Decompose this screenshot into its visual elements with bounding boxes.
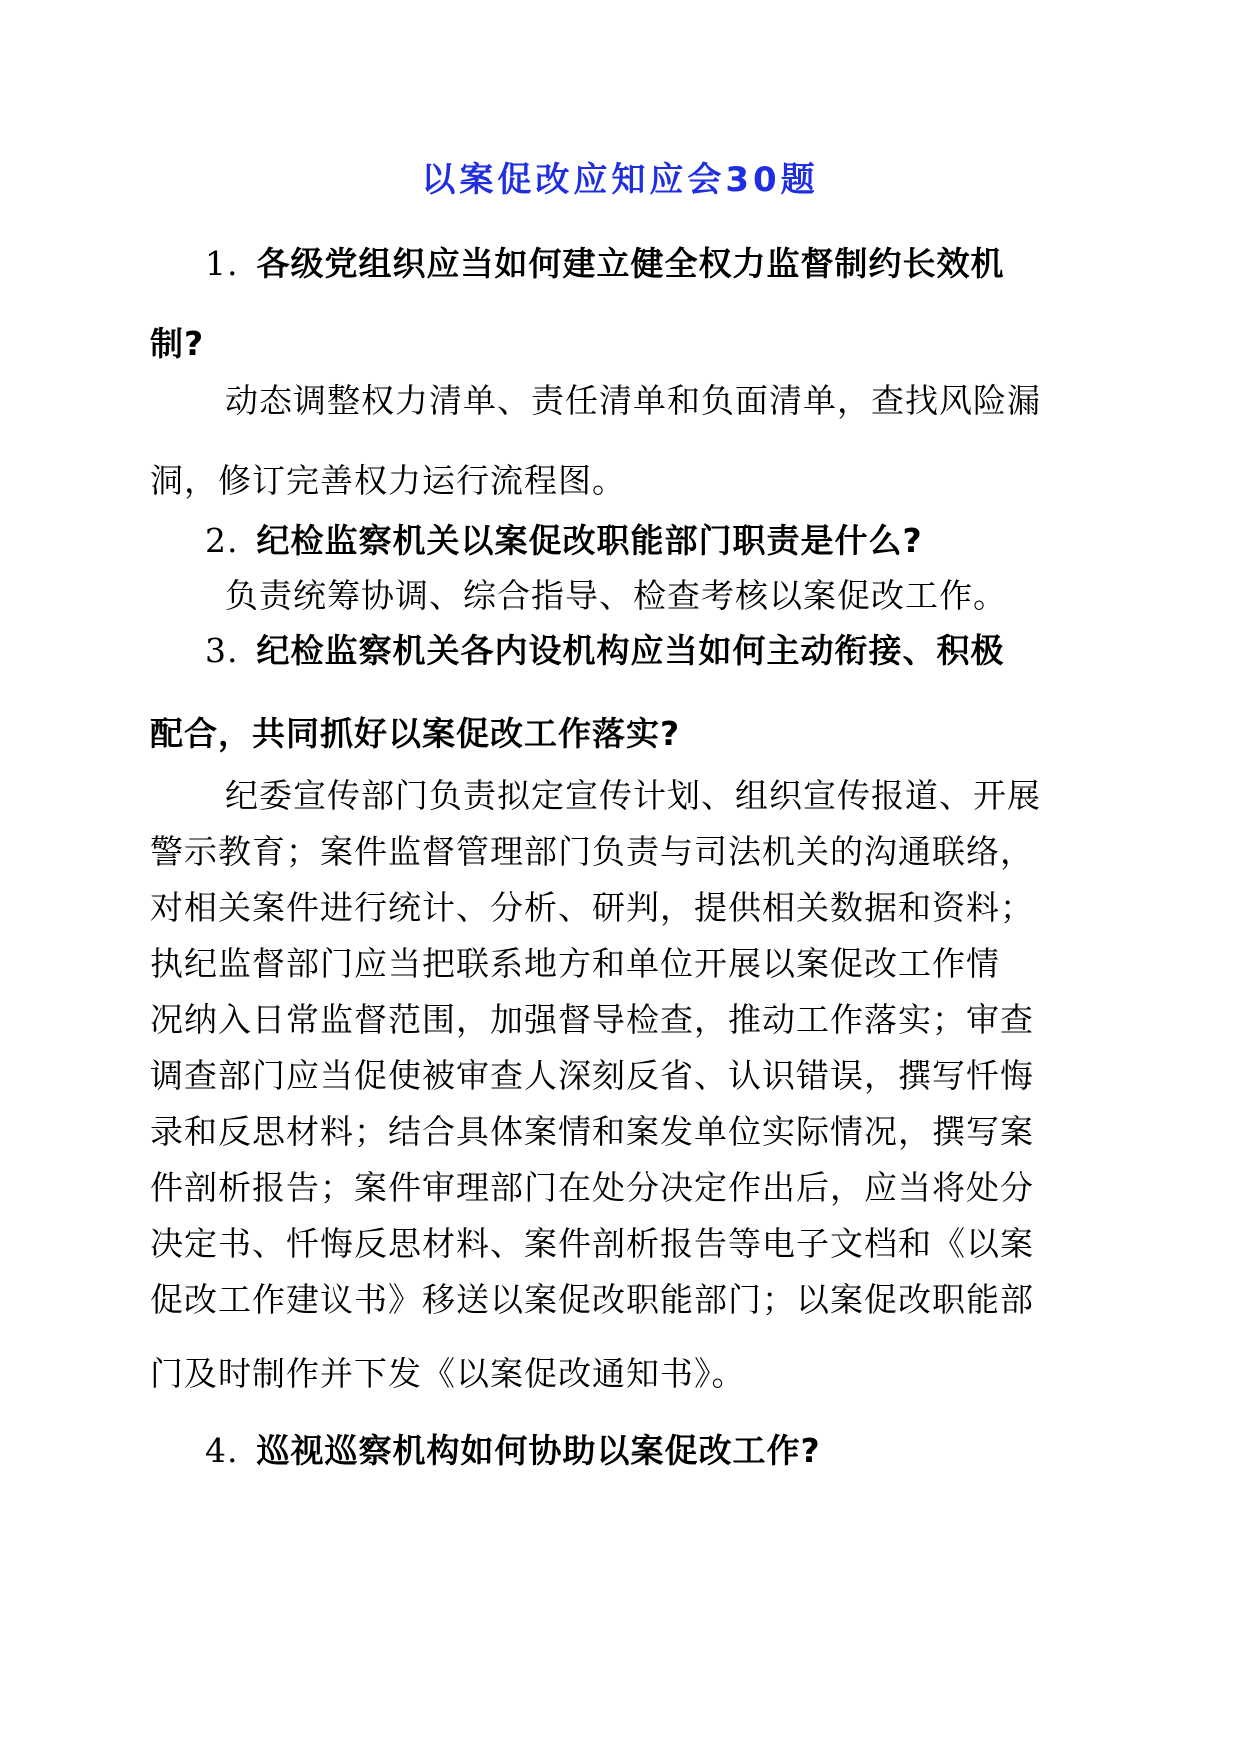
question-1-line-1 <box>205 238 1005 285</box>
answer-3-line-7: 录和反思材料；结合具体案情和案发单位实际情况，撰写案 <box>150 1112 1034 1151</box>
answer-3-line-1: 纪委宣传部门负责拟定宣传计划、组织宣传报道、开展 <box>225 776 1041 815</box>
document-title: 以案促改应知应会30题 <box>421 160 819 200</box>
answer-3-line-4: 执纪监督部门应当把联系地方和单位开展以案促改工作情 <box>150 944 1000 983</box>
question-1-line-2: 制? <box>150 324 205 363</box>
answer-3-line-11: 门及时制作并下发《以案促改通知书》。 <box>150 1354 746 1393</box>
answer-3-line-10: 促改工作建议书》移送以案促改职能部门；以案促改职能部 <box>150 1280 1034 1319</box>
question-1-number: 1. <box>205 244 239 283</box>
question-1-text: 各级党组织应当如何建立健全权力监督制约长效机 <box>256 244 1005 283</box>
answer-3-line-2: 警示教育；案件监督管理部门负责与司法机关的沟通联络， <box>150 832 1034 871</box>
answer-3-line-3: 对相关案件进行统计、分析、研判，提供相关数据和资料； <box>150 888 1034 927</box>
answer-3-line-8: 件剖析报告；案件审理部门在处分决定作出后，应当将处分 <box>150 1168 1034 1207</box>
answer-2-line-1: 负责统筹协调、综合指导、检查考核以案促改工作。 <box>225 576 1007 615</box>
answer-3-line-5: 况纳入日常监督范围，加强督导检查，推动工作落实；审查 <box>150 1000 1034 1039</box>
question-4-number: 4. <box>205 1431 239 1470</box>
question-4-text: 巡视巡察机构如何协助以案促改工作? <box>256 1431 821 1470</box>
answer-3-line-9: 决定书、忏悔反思材料、案件剖析报告等电子文档和《以案 <box>150 1224 1034 1263</box>
question-2-number: 2. <box>205 521 239 560</box>
question-3-line-2: 配合，共同抓好以案促改工作落实? <box>150 714 681 753</box>
question-4-line-1 <box>205 1425 821 1472</box>
question-3-number: 3. <box>205 631 239 670</box>
answer-1-line-1: 动态调整权力清单、责任清单和负面清单，查找风险漏 <box>225 381 1041 420</box>
question-2-text: 纪检监察机关以案促改职能部门职责是什么? <box>256 521 923 560</box>
answer-3-line-6: 调查部门应当促使被审查人深刻反省、认识错误，撰写忏悔 <box>150 1056 1034 1095</box>
question-3-line-1 <box>205 625 1005 672</box>
question-2-line-1 <box>205 515 923 562</box>
answer-1-line-2: 洞，修订完善权力运行流程图。 <box>150 461 626 500</box>
question-3-text: 纪检监察机关各内设机构应当如何主动衔接、积极 <box>256 631 1005 670</box>
